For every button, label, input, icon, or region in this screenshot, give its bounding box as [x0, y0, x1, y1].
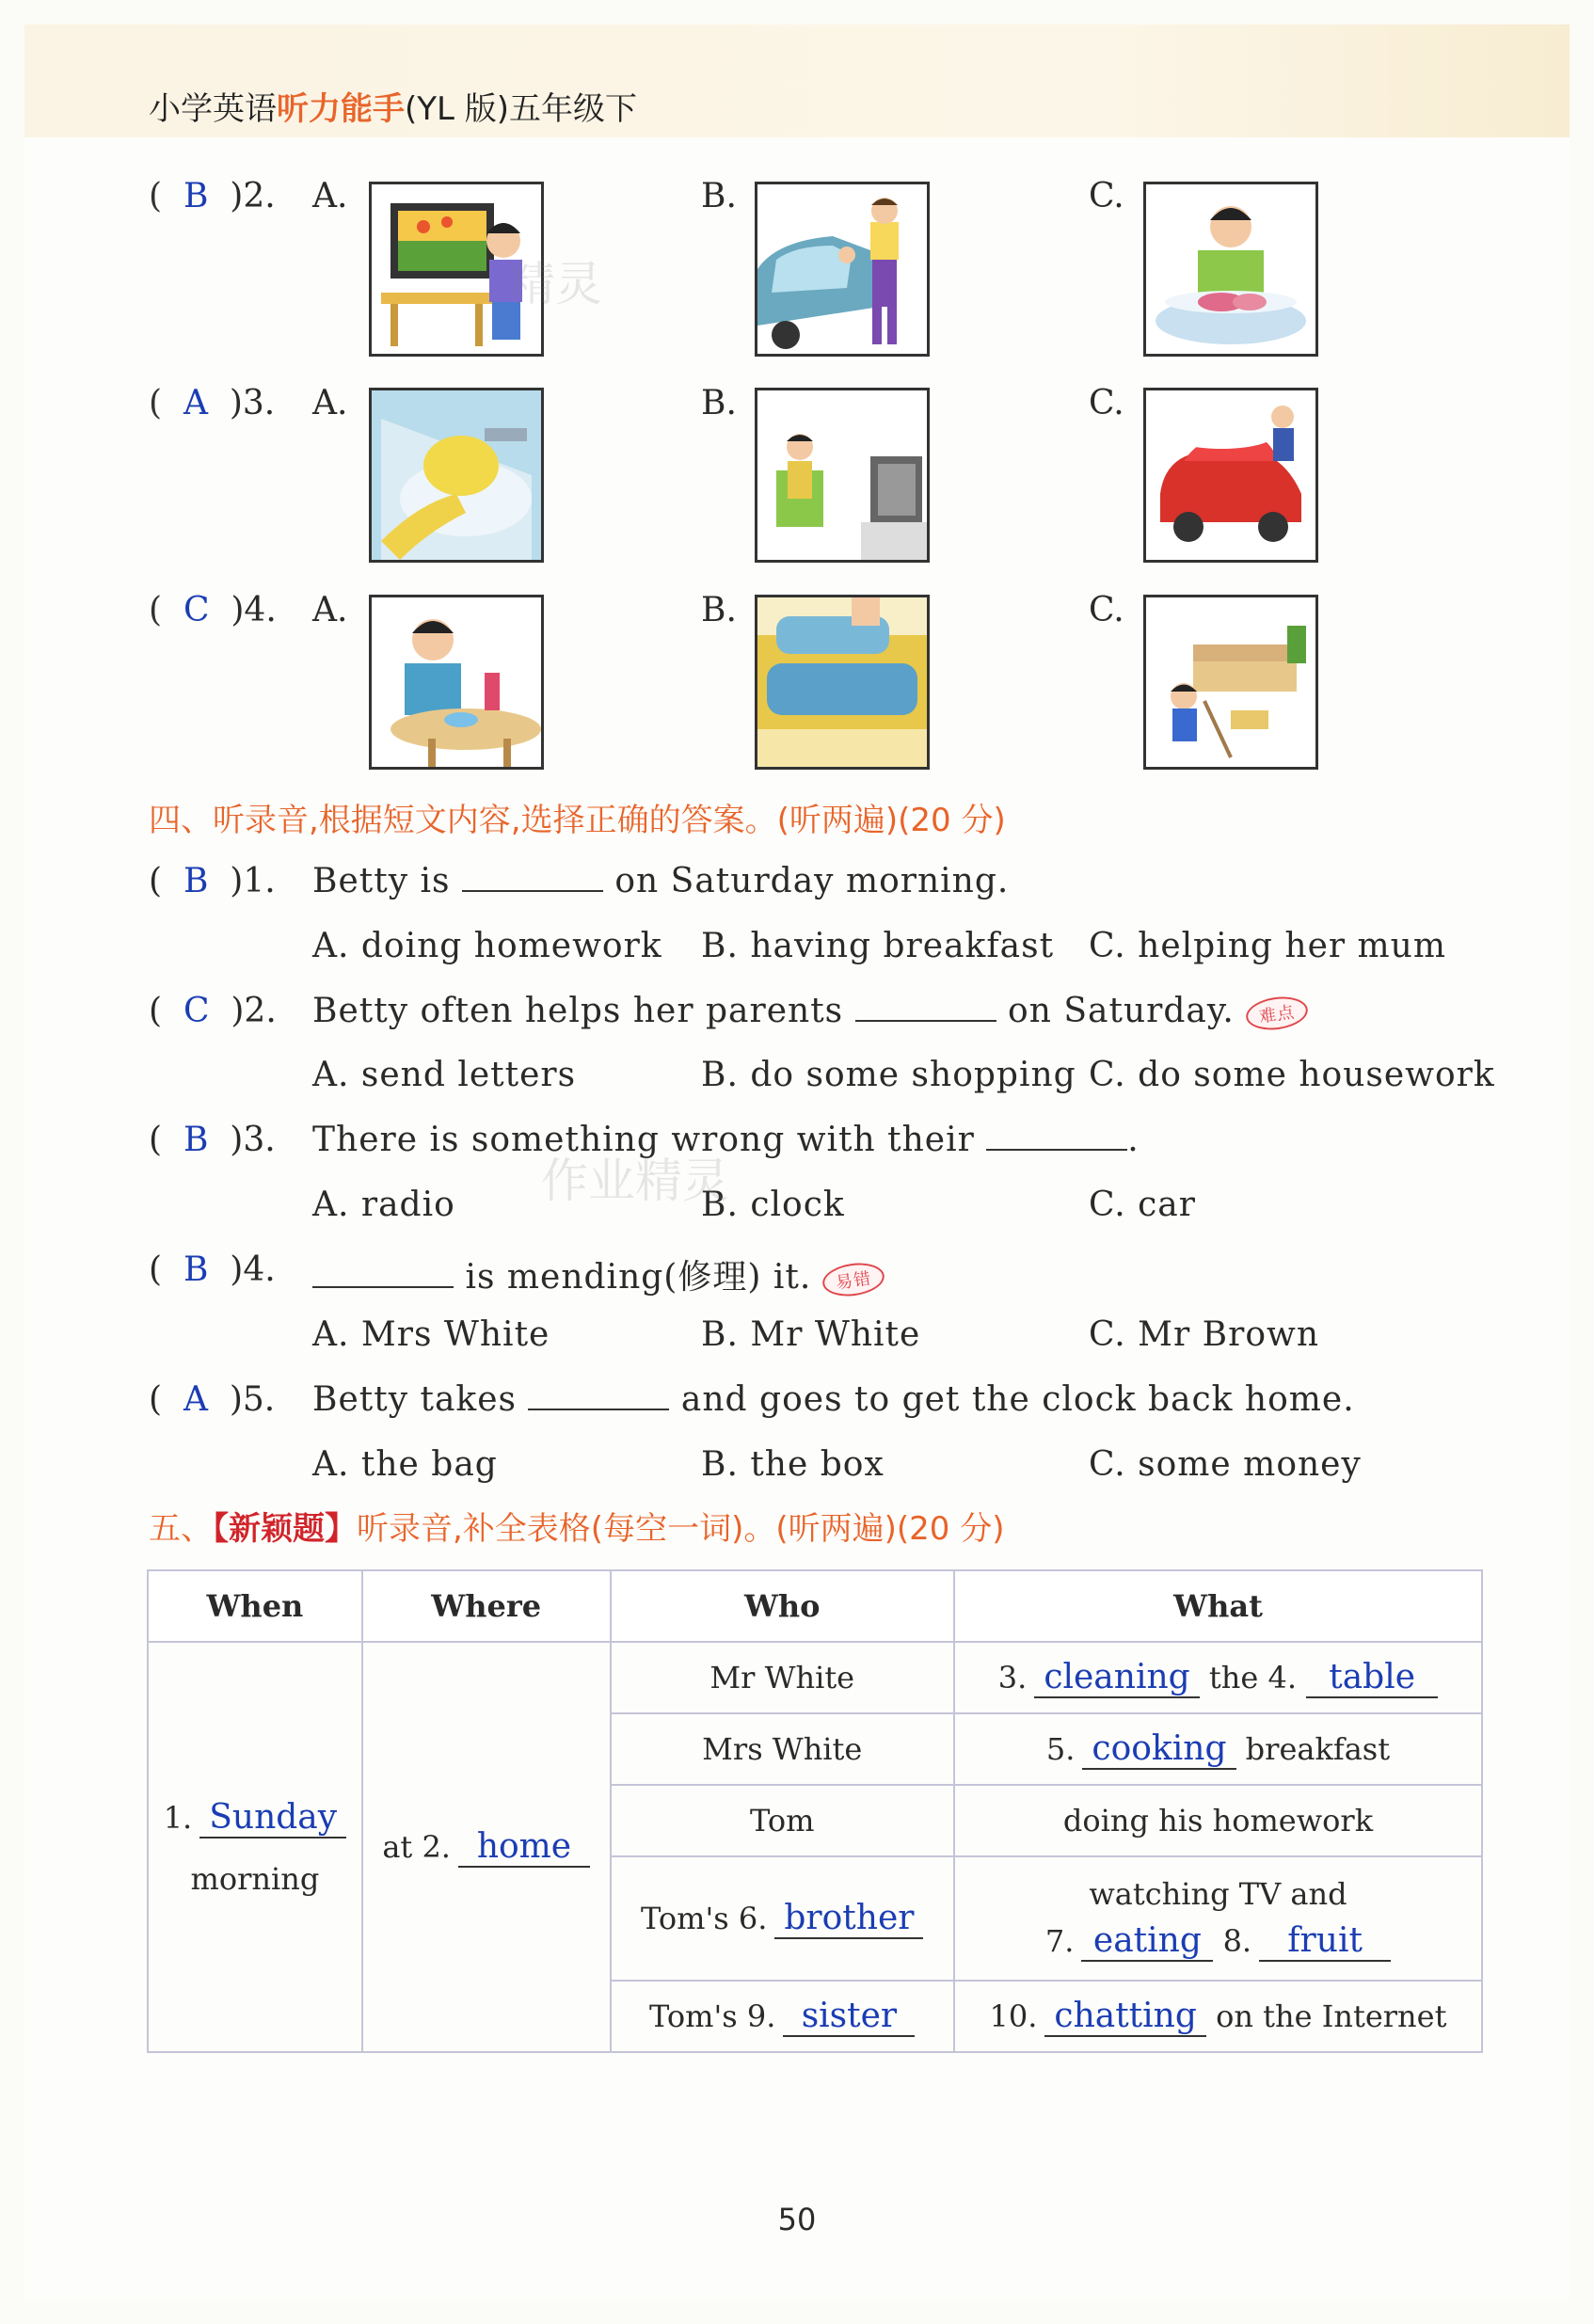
question-stem: Betty is: [312, 862, 451, 900]
option-label-a: A.: [312, 384, 348, 422]
what-row-1: 3. cleaning the 4. table: [954, 1642, 1482, 1713]
answer-bracket: ( B )2.: [149, 177, 276, 215]
answer-blank: [986, 1121, 1127, 1151]
question-stem-end: on Saturday morning.: [614, 862, 1010, 900]
question-number: )4.: [230, 1250, 276, 1289]
answer-letter: B: [183, 177, 209, 215]
what-row-3: doing his homework: [954, 1785, 1482, 1856]
option-a: A. the bag: [312, 1445, 498, 1484]
header-who: Who: [611, 1570, 954, 1642]
question-stem: There is something wrong with their: [312, 1121, 975, 1159]
watermark: 精灵: [508, 257, 602, 311]
answer-fruit: fruit: [1259, 1921, 1391, 1962]
question-stem-end: .: [1127, 1121, 1140, 1159]
answer-eating: eating: [1081, 1921, 1213, 1962]
answer-letter: B: [183, 862, 209, 900]
who-mr-white: Mr White: [611, 1642, 954, 1713]
option-label-c: C.: [1089, 591, 1124, 629]
mistake-badge: 易错: [821, 1260, 886, 1300]
header-where: Where: [362, 1570, 611, 1642]
option-b: B. having breakfast: [701, 927, 1055, 965]
difficulty-badge: 难点: [1244, 994, 1310, 1034]
answer-blank: [312, 1258, 454, 1288]
question-number: )3.: [229, 384, 276, 422]
where-cell: at 2. home: [362, 1642, 611, 2052]
option-label-b: B.: [701, 177, 737, 215]
answer-bracket: ( A )5.: [149, 1380, 276, 1419]
answer-brother: brother: [774, 1899, 923, 1939]
picture-cleaning-table: [369, 595, 544, 770]
answer-letter: B: [183, 1121, 209, 1159]
option-a: A. Mrs White: [312, 1315, 550, 1354]
option-c: C. helping her mum: [1089, 927, 1446, 965]
option-label-b: B.: [701, 591, 737, 629]
question-stem-end: is mending(修理) it.: [465, 1258, 812, 1297]
new-question-tag: 【新颖题】: [213, 1510, 357, 1548]
answer-table: table: [1306, 1658, 1438, 1698]
answer-letter: A: [183, 384, 208, 422]
option-b: B. clock: [701, 1186, 845, 1224]
header-when: When: [148, 1570, 362, 1642]
section5-title: 五、【新颖题】听录音,补全表格(每空一词)。(听两遍)(20 分): [149, 1510, 1005, 1548]
answer-chatting: chatting: [1044, 1997, 1206, 2037]
answer-letter: A: [183, 1380, 208, 1419]
answer-bracket: ( B )1.: [149, 862, 276, 900]
picture-washing-dishes: [369, 388, 544, 563]
answer-letter: C: [183, 992, 210, 1030]
option-label-a: A.: [312, 591, 348, 629]
answer-letter: C: [183, 591, 210, 629]
option-c: C. some money: [1089, 1445, 1362, 1484]
what-row-4: watching TV and 7. eating 8. fruit: [954, 1856, 1482, 1981]
answer-sunday: Sunday: [199, 1798, 346, 1839]
picture-boy-washing-car: [755, 182, 930, 357]
answer-cleaning: cleaning: [1034, 1658, 1199, 1698]
option-c: C. Mr Brown: [1089, 1315, 1319, 1354]
option-label-a: A.: [312, 177, 348, 215]
section4-title: 四、听录音,根据短文内容,选择正确的答案。(听两遍)(20 分): [149, 802, 1006, 839]
option-c: C. do some housework: [1089, 1056, 1495, 1094]
when-after: morning: [190, 1860, 320, 1897]
who-mrs-white: Mrs White: [611, 1713, 954, 1785]
who-tom: Tom: [611, 1785, 954, 1856]
page-number: 50: [777, 2202, 817, 2237]
option-label-b: B.: [701, 384, 737, 422]
option-a: A. doing homework: [312, 927, 662, 965]
answer-bracket: ( B )3.: [149, 1121, 276, 1159]
who-row-4: Tom's 6. brother: [611, 1856, 954, 1981]
option-b: B. Mr White: [701, 1315, 921, 1354]
question-number: )2.: [231, 992, 277, 1030]
header-what: What: [954, 1570, 1482, 1642]
question-number: )2.: [230, 177, 276, 215]
option-c: C. car: [1089, 1186, 1196, 1224]
option-a: A. send letters: [312, 1056, 577, 1094]
answer-home: home: [458, 1827, 590, 1868]
header-brand: 听力能手: [277, 90, 405, 128]
answer-bracket: ( B )4.: [149, 1250, 276, 1289]
option-a: A. radio: [312, 1186, 455, 1224]
when-cell: 1. Sunday morning: [148, 1642, 362, 2052]
answer-sister: sister: [783, 1997, 915, 2037]
answer-bracket: ( C )4.: [149, 591, 277, 629]
question-stem: Betty often helps her parents: [312, 992, 844, 1030]
question-number: )1.: [230, 862, 276, 900]
answer-bracket: ( C )2.: [149, 992, 277, 1030]
question-stem-end: on Saturday.: [1008, 992, 1235, 1030]
option-b: B. do some shopping: [701, 1056, 1076, 1094]
answer-blank: [528, 1380, 669, 1410]
question-stem-end: and goes to get the clock back home.: [680, 1380, 1355, 1419]
question-number: )4.: [231, 591, 277, 629]
watermark: 作业精灵: [541, 1154, 729, 1208]
answer-blank: [462, 862, 603, 892]
fill-in-table: [147, 1569, 1483, 2053]
question-number: )5.: [229, 1380, 276, 1419]
what-row-5: 10. chatting on the Internet: [954, 1981, 1482, 2052]
option-label-c: C.: [1089, 384, 1124, 422]
picture-making-bed: [755, 595, 930, 770]
question-stem: Betty takes: [312, 1380, 517, 1419]
answer-letter: B: [183, 1250, 209, 1289]
what-row-2: 5. cooking breakfast: [954, 1713, 1482, 1785]
answer-cooking: cooking: [1082, 1729, 1235, 1770]
answer-bracket: ( A )3.: [149, 384, 276, 422]
picture-man-washing: [1143, 182, 1318, 357]
picture-man-watching-tv: [755, 388, 930, 563]
option-b: B. the box: [701, 1445, 885, 1484]
who-row-5: Tom's 9. sister: [611, 1981, 954, 2052]
header-left: 小学英语: [149, 90, 277, 128]
book-header: [149, 83, 637, 129]
header-right: (YL 版)五年级下: [405, 90, 638, 128]
option-label-c: C.: [1089, 177, 1124, 215]
picture-sweeping-floor: [1143, 595, 1318, 770]
answer-blank: [855, 992, 996, 1022]
picture-washing-red-car: [1143, 388, 1318, 563]
question-number: )3.: [230, 1121, 276, 1159]
